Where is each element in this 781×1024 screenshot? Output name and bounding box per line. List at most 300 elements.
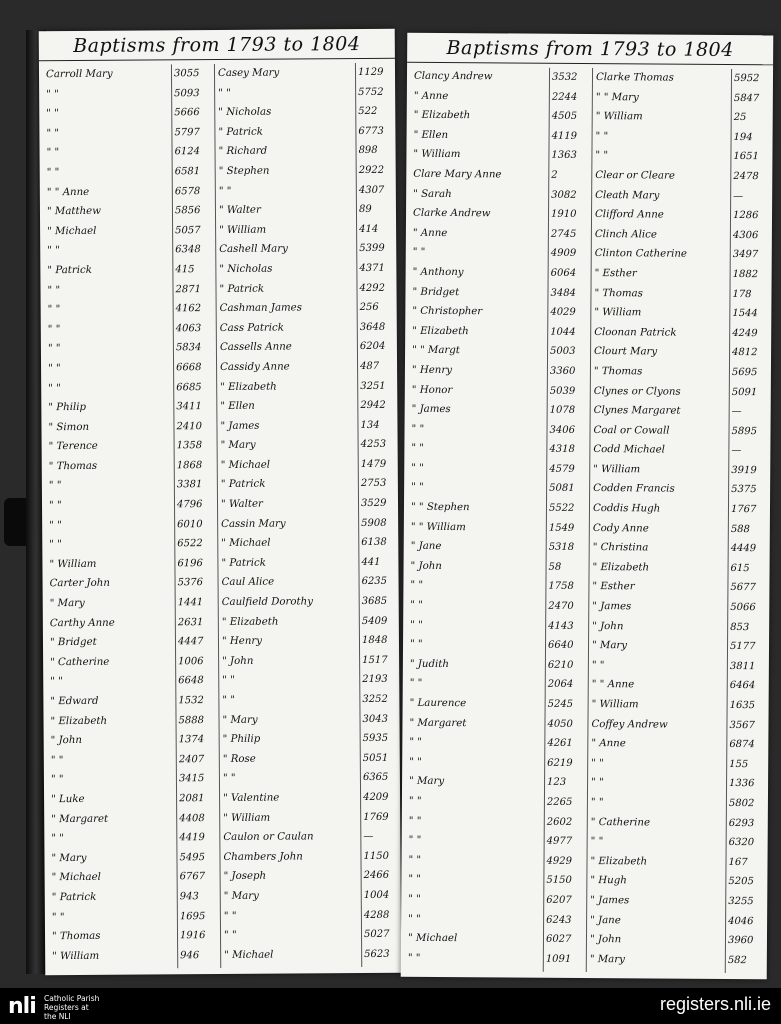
register-number: 5003 <box>550 346 576 358</box>
register-entry: Cassells Anne <box>219 341 292 354</box>
register-number: 4419 <box>179 832 205 844</box>
register-entry: " William <box>219 224 267 236</box>
register-number: 3567 <box>729 719 755 731</box>
register-number: 1517 <box>362 654 388 666</box>
register-number: 615 <box>730 562 750 574</box>
register-entry: " Patrick <box>221 557 266 569</box>
register-number: 5245 <box>547 698 574 710</box>
register-number: 3082 <box>551 189 577 201</box>
register-entry: " Ellen <box>220 400 255 413</box>
register-entry: " " <box>408 893 421 905</box>
register-entry: " " <box>222 694 236 706</box>
register-entry: Coal or Cowall <box>593 424 670 437</box>
register-number <box>362 964 400 967</box>
register-number: 4162 <box>175 303 202 315</box>
register-entry: " Elizabeth <box>592 561 650 574</box>
register-entry: " Bridget <box>412 286 460 298</box>
register-number: 4977 <box>546 835 573 848</box>
register-entry: " Patrick <box>220 479 266 491</box>
register-number: 5051 <box>362 752 389 764</box>
register-entry: " " <box>409 638 423 651</box>
register-number: 3415 <box>178 773 205 785</box>
register-number: 3043 <box>362 713 389 725</box>
register-number: 3497 <box>732 249 759 261</box>
register-number: 6064 <box>550 267 577 279</box>
register-number: 5066 <box>730 602 756 614</box>
register-number: 5952 <box>733 73 760 85</box>
register-entry: " " <box>50 754 64 766</box>
register-number: 5376 <box>177 577 204 589</box>
register-number: 6235 <box>361 576 388 588</box>
register-number: 1758 <box>548 581 574 593</box>
register-entry: " " Anne <box>46 186 90 198</box>
register-entry: Carthy Anne <box>49 617 115 629</box>
register-number: 6578 <box>174 185 201 197</box>
register-number: 6648 <box>178 675 204 687</box>
register-entry: " Nicholas <box>219 263 273 275</box>
register-entry: " Michael <box>220 459 271 471</box>
register-number: 1910 <box>550 208 577 221</box>
website-link[interactable]: registers.nli.ie <box>659 994 771 1014</box>
register-number: 2602 <box>546 816 573 828</box>
register-number: 6219 <box>547 757 573 769</box>
register-number: 1695 <box>179 910 206 922</box>
register-entry: " Anthony <box>412 266 464 279</box>
register-entry: " Luke <box>51 793 85 806</box>
register-entry: " " <box>408 815 422 827</box>
register-number: 4408 <box>179 812 205 824</box>
register-entry: Carter John <box>49 578 110 590</box>
register-number: 1004 <box>363 889 390 901</box>
register-entry: " " <box>408 834 422 847</box>
register-number: 6685 <box>176 381 202 393</box>
register-number: 4909 <box>550 248 577 260</box>
register-entry: " Honor <box>411 384 453 396</box>
org-line-3: the NLI <box>44 1012 71 1021</box>
nli-logo[interactable]: nli <box>8 994 36 1019</box>
register-entry: " Margaret <box>51 813 109 825</box>
register-number: 6640 <box>547 639 574 652</box>
right-names-col-2 <box>587 68 732 973</box>
register-entry: Clancy Andrew <box>413 70 493 83</box>
register-entry: " Joseph <box>223 871 267 883</box>
register-entry: " William <box>223 812 271 824</box>
register-number: 1078 <box>549 404 576 417</box>
register-entry: " Catherine <box>50 656 110 669</box>
register-entry: " Anne <box>412 227 448 239</box>
register-entry: " Elizabeth <box>50 715 108 727</box>
register-number: 5908 <box>361 517 387 529</box>
register-number: 6124 <box>174 146 201 158</box>
register-number: 6210 <box>547 659 574 671</box>
register-entry: " Elizabeth <box>220 381 277 393</box>
register-entry: " " <box>411 482 424 494</box>
register-entry: " " <box>591 659 605 671</box>
register-entry: " Ellen <box>413 129 449 141</box>
register-entry: " Mary <box>591 640 628 652</box>
register-number: 5039 <box>549 385 576 397</box>
register-entry: " " <box>50 676 63 688</box>
register-entry: " " <box>595 150 609 162</box>
register-number: 4812 <box>732 347 758 359</box>
register-number <box>178 965 220 968</box>
register-number: 1882 <box>732 268 759 281</box>
register-entry: " Walter <box>220 498 263 511</box>
register-number: — <box>731 445 742 457</box>
register-entry: Cassidy Anne <box>220 361 290 373</box>
right-page-title: Baptisms from 1793 to 1804 <box>407 37 773 66</box>
register-number: 5057 <box>175 224 201 237</box>
register-number: 6010 <box>177 518 203 530</box>
register-entry: " Valentine <box>223 792 280 804</box>
register-number: 1848 <box>361 635 388 647</box>
register-entry: " Christopher <box>412 305 483 318</box>
register-number: 2193 <box>362 674 388 686</box>
register-number: 3532 <box>551 71 578 83</box>
register-number: 194 <box>733 131 753 143</box>
register-number <box>726 970 762 973</box>
register-number: 5847 <box>733 92 760 104</box>
register-entry: " " <box>48 382 61 394</box>
register-entry: " Mary <box>49 597 85 610</box>
register-number: 4929 <box>546 855 573 867</box>
register-entry: " William <box>52 950 100 962</box>
register-entry: " " <box>408 874 422 886</box>
register-entry: " Elizabeth <box>221 616 279 628</box>
register-entry: " " <box>47 323 61 335</box>
register-number: 2871 <box>175 283 202 295</box>
register-entry: " " <box>590 836 604 848</box>
register-entry: " Thomas <box>594 287 643 299</box>
register-number: 2407 <box>178 753 205 766</box>
register-entry: Clifford Anne <box>594 209 664 221</box>
register-entry: " John <box>222 655 254 667</box>
register-number: 3255 <box>728 895 754 908</box>
register-entry: Caulfield Dorothy <box>221 596 313 609</box>
register-entry: " Anne <box>413 90 449 102</box>
register-number: 2244 <box>551 91 578 103</box>
register-number: 5205 <box>728 876 754 888</box>
register-number: 4447 <box>177 636 204 648</box>
register-entry: Clarke Thomas <box>595 72 674 84</box>
register-entry: " James <box>590 894 630 907</box>
register-entry: " William <box>591 699 639 711</box>
register-number: 5677 <box>730 582 756 594</box>
register-number: 898 <box>358 145 378 157</box>
register-entry: " Anne <box>591 738 626 750</box>
register-number: 2631 <box>177 616 204 628</box>
register-entry: " " <box>223 910 237 922</box>
register-number: 4143 <box>548 620 574 632</box>
register-entry: " Bridget <box>49 637 97 649</box>
register-entry: " " <box>591 777 604 789</box>
register-number: 4318 <box>549 444 575 456</box>
register-entry: " " <box>50 774 64 786</box>
register-number: 5091 <box>731 386 758 398</box>
register-number: 4050 <box>547 718 573 730</box>
register-entry: Clare Mary Anne <box>413 168 502 181</box>
register-entry: " William <box>413 149 461 161</box>
register-number: 6767 <box>179 871 206 883</box>
register-number: 4119 <box>551 130 578 142</box>
register-number: 1091 <box>545 953 572 965</box>
register-entry: " " <box>218 185 232 197</box>
register-entry: " Michael <box>51 872 101 884</box>
register-number: 6196 <box>177 557 203 570</box>
register-number: 3055 <box>173 68 200 80</box>
register-entry: " Walter <box>218 204 261 217</box>
register-entry: Carroll Mary <box>45 68 113 81</box>
register-entry <box>587 969 725 973</box>
register-entry: " " <box>46 127 60 139</box>
register-entry: " Jane <box>590 914 621 926</box>
register-number: 4253 <box>360 439 387 451</box>
register-entry: " Henry <box>221 635 263 648</box>
register-entry: " Philip <box>222 733 261 746</box>
left-page-title: Baptisms from 1793 to 1804 <box>39 33 395 61</box>
register-entry: " Richard <box>218 146 268 158</box>
register-entry: " " <box>408 854 422 866</box>
register-number: 3811 <box>729 660 756 672</box>
register-entry: " Michael <box>221 537 271 550</box>
register-number: 1363 <box>551 150 577 162</box>
register-number: 5495 <box>179 851 205 864</box>
register-number: 3381 <box>176 479 203 491</box>
register-entry: Cashell Mary <box>219 243 288 256</box>
register-number: 5318 <box>548 541 575 554</box>
register-entry: " William <box>595 111 643 123</box>
register-entry: Clear or Cleare <box>595 170 675 182</box>
register-number: 5856 <box>174 205 201 217</box>
register-number: 3411 <box>176 401 202 413</box>
org-name <box>44 994 114 1021</box>
register-number: 6581 <box>174 166 201 178</box>
register-number: 5797 <box>174 126 200 139</box>
register-number: 6522 <box>177 538 203 550</box>
register-entry: " " <box>49 519 62 531</box>
register-number: 5150 <box>546 875 572 887</box>
register-entry: Clynes Margaret <box>593 405 681 417</box>
register-entry: " " <box>218 87 231 99</box>
register-entry: " Patrick <box>47 264 92 277</box>
register-entry: Clarke Andrew <box>412 207 491 220</box>
register-number: 943 <box>179 891 199 903</box>
register-number: 441 <box>361 556 381 568</box>
register-number: 5695 <box>731 366 758 379</box>
register-number: 3529 <box>360 497 387 510</box>
register-entry: " Stephen <box>218 165 270 177</box>
register-entry: " Nicholas <box>218 106 272 119</box>
register-number: 1868 <box>176 459 203 472</box>
register-number: 1767 <box>730 504 757 516</box>
register-entry: " Matthew <box>46 205 101 218</box>
register-entry: " " <box>409 678 423 690</box>
register-entry: " Michael <box>224 949 274 961</box>
register-entry: " " <box>48 480 62 492</box>
register-number: 1441 <box>177 597 204 609</box>
register-number: 167 <box>728 856 748 868</box>
register-entry: " William <box>593 463 641 476</box>
register-number: 5409 <box>361 615 388 627</box>
register-entry: " Elizabeth <box>413 109 471 122</box>
register-entry: Coffey Andrew <box>591 718 668 731</box>
register-number: 3648 <box>359 321 386 333</box>
register-entry: Coddis Hugh <box>592 503 661 515</box>
register-number: 6293 <box>728 817 755 829</box>
register-number: 5081 <box>549 483 575 495</box>
register-number: 415 <box>175 264 195 276</box>
register-number: 1916 <box>179 930 206 942</box>
register-entry: " " <box>410 619 423 631</box>
register-number: 853 <box>730 621 750 633</box>
register-entry: " Mary <box>51 852 87 864</box>
register-number: 5522 <box>548 502 575 514</box>
register-entry: " " William <box>410 521 466 533</box>
register-entry: " John <box>50 735 82 747</box>
register-entry: Cass Patrick <box>219 322 284 334</box>
left-page <box>39 29 402 975</box>
register-number: 1651 <box>733 151 759 163</box>
register-entry: Clinton Catherine <box>594 248 687 261</box>
register-entry: Chambers John <box>223 851 303 863</box>
register-entry: Caulon or Caulan <box>223 831 314 844</box>
register-entry: " " <box>47 284 61 296</box>
register-number: 6773 <box>358 125 384 137</box>
register-entry: " " <box>412 247 426 259</box>
register-entry: Clourt Mary <box>594 346 658 358</box>
register-number: 4261 <box>547 737 573 750</box>
register-number: 2 <box>551 169 558 181</box>
register-entry: " " <box>51 911 65 923</box>
register-entry: Clinch Alice <box>594 228 657 241</box>
register-entry: " " <box>409 736 423 749</box>
register-entry: Codden Francis <box>593 483 675 496</box>
register-entry: " " <box>222 773 236 785</box>
register-entry: Clynes or Clyons <box>593 385 681 398</box>
register-entry: " " <box>222 675 235 687</box>
register-entry: " Michael <box>407 932 458 945</box>
register-number: 5399 <box>359 243 385 255</box>
register-entry: " Mary <box>222 714 258 726</box>
register-number: 2745 <box>550 228 577 240</box>
register-number: 6365 <box>362 772 389 784</box>
register-entry: " Esther <box>592 581 635 593</box>
register-number: 5935 <box>362 733 389 745</box>
register-number: 3685 <box>361 595 388 608</box>
register-entry: " Mary <box>589 953 625 965</box>
register-entry: " " <box>47 304 61 316</box>
register-number: 4249 <box>732 327 758 339</box>
footer-bar <box>0 988 781 1024</box>
register-entry: Codd Michael <box>593 444 665 456</box>
register-number: 3406 <box>549 424 576 436</box>
register-number: 4579 <box>549 463 575 475</box>
register-entry: " " <box>49 539 62 551</box>
register-entry: " James <box>411 403 451 416</box>
register-number: 1044 <box>550 326 576 338</box>
register-number: 3252 <box>362 693 388 706</box>
register-entry: " Thomas <box>51 930 101 943</box>
register-entry: " " <box>591 757 604 769</box>
register-entry <box>49 966 177 970</box>
register-entry: " " <box>408 795 422 807</box>
register-entry: " " <box>46 147 60 159</box>
register-number: 4796 <box>176 499 203 511</box>
register-number: 178 <box>732 288 752 300</box>
register-entry: " " Mary <box>595 91 639 103</box>
register-number: 2942 <box>360 399 386 412</box>
left-names-col-2 <box>215 63 362 968</box>
register-number: 2478 <box>733 170 759 183</box>
right-nums-col-1 <box>544 68 593 972</box>
register-entry: " " <box>410 580 424 592</box>
register-entry: " John <box>589 934 622 946</box>
register-number: 6668 <box>176 362 202 374</box>
register-number: — <box>363 831 374 843</box>
register-entry: " " <box>51 833 65 845</box>
left-page-columns <box>43 63 397 969</box>
register-entry: " Philip <box>48 402 87 414</box>
register-entry: Cleath Mary <box>595 189 660 202</box>
register-entry: " Catherine <box>590 816 651 829</box>
register-entry: " John <box>410 560 442 572</box>
register-number: 6207 <box>546 894 572 906</box>
register-entry: " Simon <box>48 421 90 433</box>
register-number: 4292 <box>359 282 386 294</box>
register-number: 4029 <box>550 306 576 319</box>
register-entry: " " <box>411 423 425 435</box>
register-number: 3960 <box>727 935 754 947</box>
register-number: 58 <box>548 561 562 573</box>
register-entry: Cloonan Patrick <box>594 326 677 339</box>
register-number: 2064 <box>547 679 574 691</box>
register-entry: " " <box>223 930 237 942</box>
register-number: 946 <box>180 949 200 962</box>
register-number: 4371 <box>359 262 385 274</box>
register-number: 1150 <box>363 850 389 862</box>
register-number: 6243 <box>546 914 572 926</box>
register-entry: " " <box>47 245 60 257</box>
register-number: 3919 <box>731 464 757 477</box>
register-entry: " " <box>407 952 421 964</box>
right-page-columns <box>405 67 769 973</box>
register-number: 5802 <box>728 797 755 810</box>
register-number: 582 <box>727 954 747 966</box>
register-number: 4209 <box>363 791 389 803</box>
register-entry: " Patrick <box>51 891 97 904</box>
register-number: 1544 <box>732 308 758 320</box>
register-number: — <box>731 406 742 418</box>
register-entry: " Mary <box>220 440 256 452</box>
register-number: 5375 <box>731 484 757 496</box>
register-entry: " William <box>49 558 97 571</box>
register-entry: " " <box>48 363 61 375</box>
register-number: 1635 <box>729 700 756 712</box>
org-line-2: Registers at <box>44 1003 89 1012</box>
register-number <box>544 969 586 972</box>
register-number: 6464 <box>729 680 756 692</box>
register-number: 2410 <box>176 420 202 432</box>
register-entry: " Michael <box>47 225 97 237</box>
register-number: 5895 <box>731 425 758 437</box>
register-entry: " John <box>592 620 624 632</box>
register-number: 588 <box>730 523 750 535</box>
register-entry: " Esther <box>594 267 637 280</box>
register-number: 4505 <box>551 110 578 123</box>
register-entry: " Thomas <box>48 460 98 473</box>
left-names-col-1 <box>43 64 178 969</box>
register-number: 414 <box>359 223 379 235</box>
